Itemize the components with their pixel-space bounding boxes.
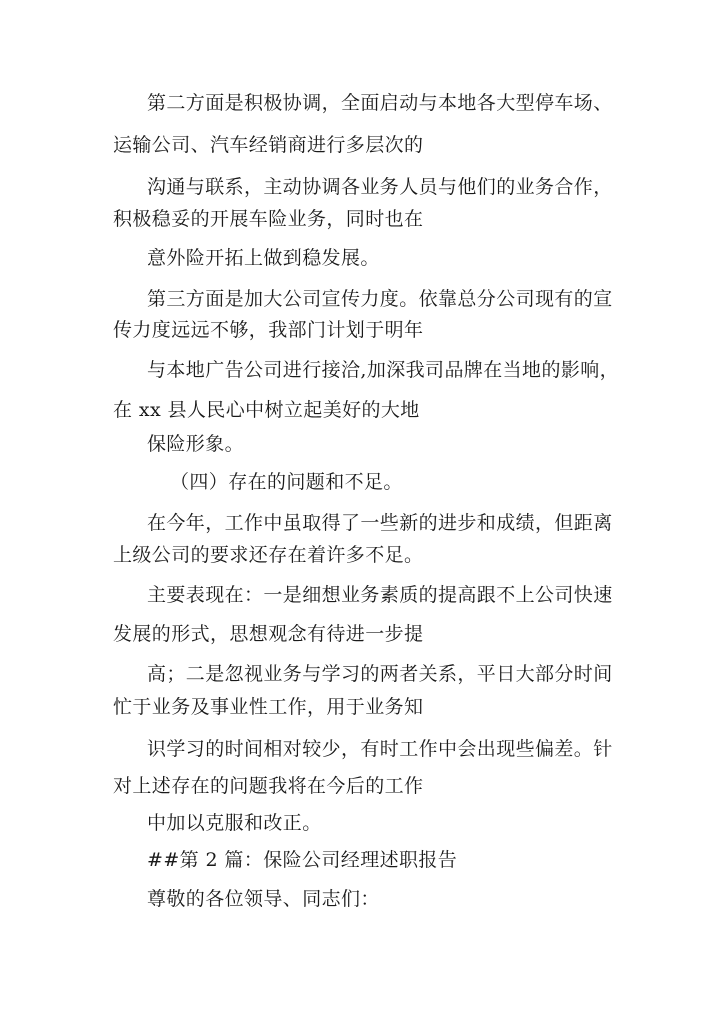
paragraph-line: 传力度远远不够，我部门计划于明年 — [113, 319, 424, 341]
paragraph-line: 中加以克服和改正。 — [147, 812, 322, 834]
paragraph-line: 在今年，工作中虽取得了一些新的进步和成绩，但距离 — [147, 512, 613, 534]
paragraph-line: 沟通与联系，主动协调各业务人员与他们的业务合作， — [147, 176, 613, 198]
paragraph-line: 保险形象。 — [147, 433, 245, 455]
paragraph-line: 高；二是忽视业务与学习的两者关系，平日大部分时间 — [147, 663, 613, 685]
paragraph-line: 上级公司的要求还存在着许多不足。 — [113, 544, 424, 566]
paragraph-line: 识学习的时间相对较少，有时工作中会出现些偏差。针 — [147, 738, 613, 760]
section-heading: （四）存在的问题和不足。 — [170, 471, 403, 493]
paragraph-line: 对上述存在的问题我将在今后的工作 — [113, 775, 424, 797]
paragraph-line: 运输公司、汽车经销商进行多层次的 — [113, 134, 424, 156]
paragraph-line: 第二方面是积极协调，全面启动与本地各大型停车场、 — [147, 92, 613, 114]
paragraph-line: 忙于业务及事业性工作，用于业务知 — [113, 696, 424, 718]
salutation: 尊敬的各位领导、同志们： — [147, 888, 380, 910]
paragraph-line: 积极稳妥的开展车险业务，同时也在 — [113, 208, 424, 230]
paragraph-line: 主要表现在：一是细想业务素质的提高跟不上公司快速 — [147, 584, 613, 606]
paragraph-line: 在 xx 县人民心中树立起美好的大地 — [113, 399, 420, 421]
paragraph-line: 与本地广告公司进行接洽,加深我司品牌在当地的影响， — [147, 359, 620, 381]
paragraph-line: 意外险开拓上做到稳发展。 — [147, 247, 380, 269]
chapter-heading: ##第 2 篇：保险公司经理述职报告 — [147, 849, 458, 871]
paragraph-line: 第三方面是加大公司宣传力度。依靠总分公司现有的宣 — [147, 288, 613, 310]
paragraph-line: 发展的形式，思想观念有待进一步提 — [113, 623, 424, 645]
